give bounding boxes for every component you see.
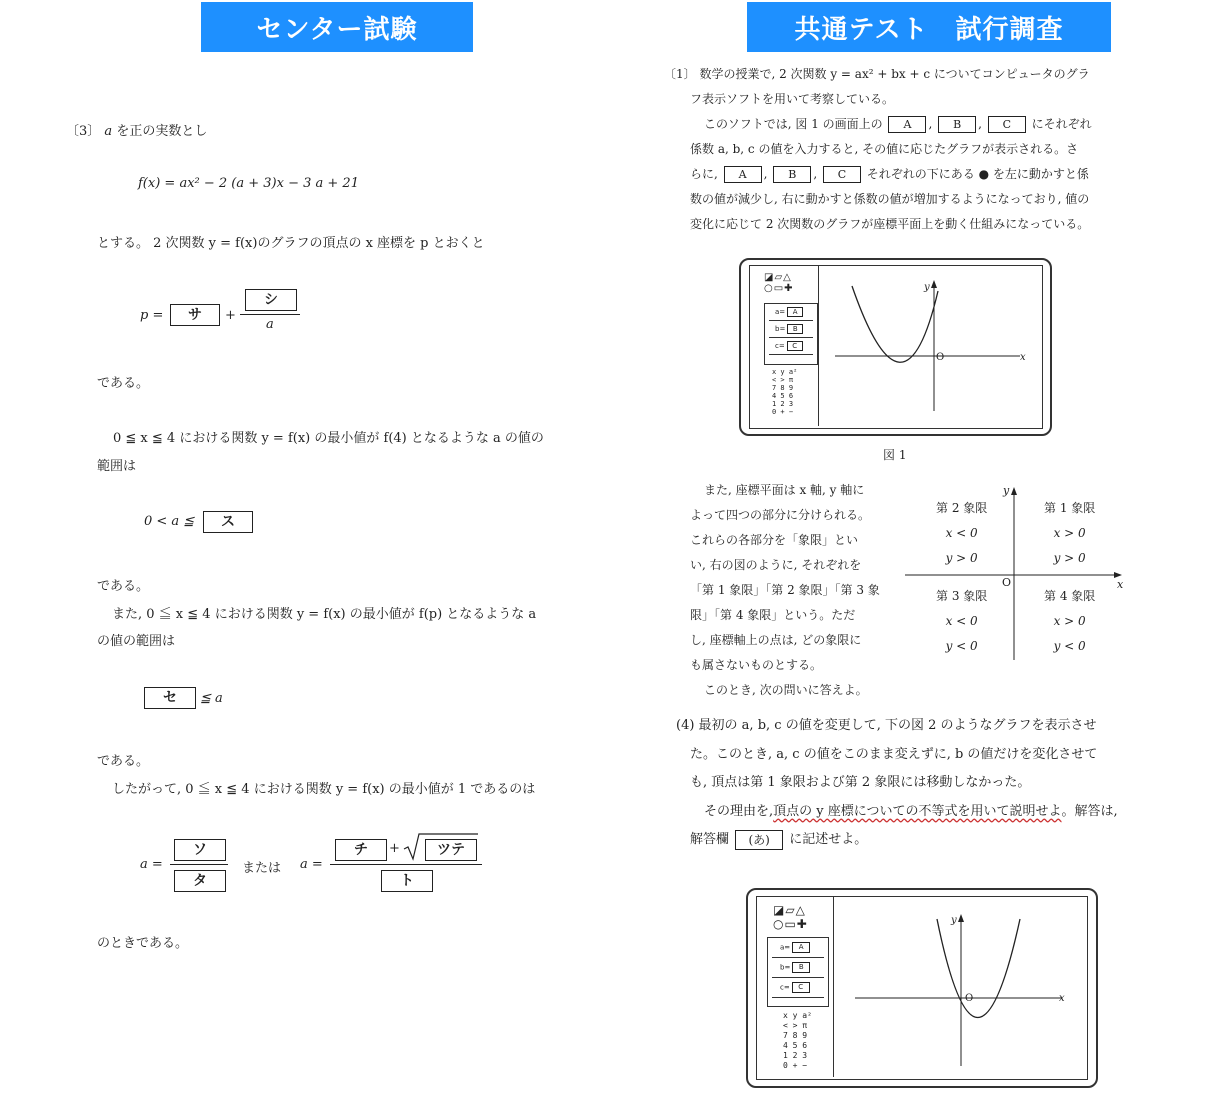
center-test-banner: センター試験	[201, 2, 473, 52]
quadrant-2: 第 2 象限 x < 0 y > 0	[936, 501, 988, 565]
condition1-line2: 範囲は	[97, 459, 137, 474]
intro-text: を正の実数とし	[116, 124, 208, 139]
answer-field-a[interactable]: (あ)	[735, 830, 783, 850]
condition2-line1: また, 0 ≦ x ≦ 4 における関数 y = f(x) の最小値が f(p) となるような a	[112, 607, 537, 622]
quadrant-text: また, 座標平面は x 軸, y 軸に よって四つの部分に分けられる。 これらの各部分を「象限」とい い, 右の図のように, それぞれを 「第 1 象限」「第 2 象限」「第 3 象 限」「第 4 象限」という。ただ し, 座標軸上の点は, どの象限に も属さないものとする。 このとき, 次の問いに答えよ。	[690, 483, 880, 697]
question-label: 〔3〕	[66, 124, 101, 139]
answer-box-to[interactable]: ト	[381, 870, 433, 892]
p1-line7: 変化に応じて 2 次関数のグラフが座標平面上を動く仕組みになっている。	[690, 217, 1090, 231]
fig1-x-label: x	[1020, 352, 1026, 363]
fig1-origin: O	[936, 352, 945, 363]
keypad-2: x y a² < > π 7 8 9 4 5 6 1 2 3 0 + −	[783, 1011, 812, 1070]
plus-sign-2: +	[389, 841, 400, 856]
fig2-x-label: x	[1059, 993, 1065, 1004]
answer-box-ta[interactable]: タ	[174, 870, 226, 892]
box-C: C	[988, 116, 1026, 133]
a-equals-1: a =	[140, 857, 163, 872]
fig1-y-label: y	[924, 282, 930, 293]
p1-line5: らに, A , B , C それぞれの下にある ● を左に動かすと係	[690, 167, 1089, 181]
fig2-origin: O	[965, 993, 974, 1004]
box-B: B	[938, 116, 976, 133]
box-A: A	[888, 116, 926, 133]
paragraph1	[664, 62, 1092, 237]
condition3-line: したがって, 0 ≦ x ≦ 4 における関数 y = f(x) の最小値が 1 であるのは	[112, 782, 536, 797]
answer-box-sa[interactable]: サ	[170, 304, 220, 326]
de-aru-2: である。	[97, 579, 150, 594]
p1-line3: このソフトでは, 図 1 の画面上の A , B , C にそれぞれ	[704, 117, 1092, 131]
answer-box-se[interactable]: セ	[144, 687, 196, 709]
figure1-graph	[830, 276, 1030, 416]
tool-icons: ◪▱△ ○▭✚	[764, 272, 794, 294]
question-intro	[66, 120, 207, 139]
coefficient-panel-2: a= A b= B c= C	[767, 937, 829, 1007]
figure2-screen	[746, 888, 1098, 1088]
a-equals-2: a =	[300, 857, 323, 872]
condition2-line2: の値の範囲は	[97, 634, 176, 649]
fig2-y-label: y	[951, 915, 957, 926]
closing-text: のときである。	[97, 936, 189, 951]
quadrant-diagram	[900, 484, 1130, 664]
range2-rhs: ≦ a	[200, 691, 223, 706]
quad-x-label: x	[1117, 578, 1124, 591]
answer-box-chi[interactable]: チ	[335, 839, 387, 861]
p1-line6: 数の値が減少し, 右に動かすと係数の値が増加するようになっており, 値の	[690, 192, 1090, 206]
quad-y-label: y	[1003, 484, 1010, 497]
fraction-bar-so-ta	[170, 864, 228, 865]
p1-line4: 係数 a, b, c の値を入力すると, その値に応じたグラフが表示される。さ	[690, 142, 1079, 156]
de-aru-1: である。	[97, 376, 150, 391]
plus-sign: +	[225, 308, 236, 323]
de-aru-3: である。	[97, 754, 150, 769]
underlined-instruction: 頂点の y 座標についての不等式を用いて説明せよ	[773, 803, 1062, 819]
condition1-line1: 0 ≦ x ≦ 4 における関数 y = f(x) の最小値が f(4) となるような a の値の	[113, 431, 544, 446]
function-formula: f(x) = ax² − 2 (a + 3)x − 3 a + 21	[138, 176, 359, 191]
figure1-display	[749, 265, 1043, 429]
box-C-2: C	[823, 166, 861, 183]
common-test-banner: 共通テスト 試行調査	[747, 2, 1111, 52]
coefficient-panel: a= A b= B c= C	[764, 303, 818, 365]
quadrant-3: 第 3 象限 x < 0 y < 0	[936, 589, 988, 653]
question-4: (4) 最初の a, b, c の値を変更して, 下の図 2 のようなグラフを表示させ た。このとき, a, c の値をこのまま変えずに, b の値だけを変化させて も, 頂点は第 1 象限および第 2 象限には移動しなかった。 その理由を,頂点の y 座標についての不等式を用いて説明せよ。解答は, 解答欄 (あ) に記述せよ。	[676, 712, 1118, 855]
p1-line2: フ表示ソフトを用いて考察している。	[690, 92, 895, 106]
keypad: x y a² < > π 7 8 9 4 5 6 1 2 3 0 + −	[772, 368, 798, 416]
mata-wa-text: または	[242, 861, 282, 876]
vertex-line: とする。 2 次関数 y = f(x)のグラフの頂点の x 座標を p とおくと	[97, 236, 485, 251]
answer-box-so[interactable]: ソ	[174, 839, 226, 861]
answer-box-tsute[interactable]: ツテ	[425, 839, 477, 861]
range1-lhs: 0 < a ≦	[144, 514, 195, 529]
p1-line1: 〔1〕 数学の授業で, 2 次関数 y = ax² + bx + c についてコンピュータのグラ	[664, 67, 1090, 81]
intro-variable: a	[104, 124, 113, 139]
box-B-2: B	[773, 166, 811, 183]
answer-box-su[interactable]: ス	[203, 511, 253, 533]
tool-icons-2: ◪▱△ ○▭✚	[773, 903, 808, 931]
denominator-a: a	[266, 317, 274, 332]
answer-box-shi[interactable]: シ	[245, 289, 297, 311]
fraction-bar-chi-to	[330, 864, 482, 865]
quad-origin: O	[1002, 576, 1012, 589]
p-lhs: p =	[140, 308, 164, 323]
figure2-display	[756, 896, 1088, 1080]
figure1-caption: 図 1	[883, 448, 907, 462]
fraction-bar	[240, 314, 300, 315]
quadrant-1: 第 1 象限 x > 0 y > 0	[1044, 501, 1096, 565]
figure2-graph	[847, 911, 1077, 1071]
box-A-2: A	[724, 166, 762, 183]
figure1-screen	[739, 258, 1052, 436]
quadrant-4: 第 4 象限 x > 0 y < 0	[1044, 589, 1096, 653]
